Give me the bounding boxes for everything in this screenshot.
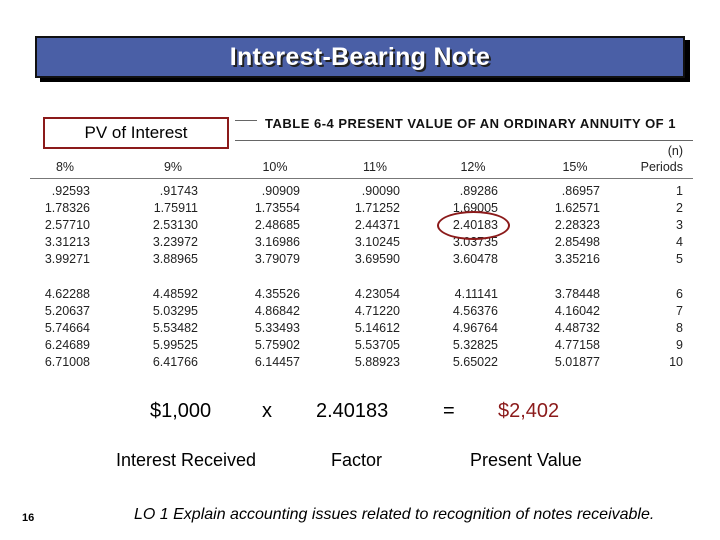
- table-cell: 2.28323: [554, 218, 600, 232]
- table-cell: 1.75911: [153, 201, 198, 215]
- column-header: Periods: [640, 160, 683, 174]
- table-cell: 4.23054: [354, 287, 400, 301]
- table-cell: 3.99271: [44, 252, 90, 266]
- column-header: 15%: [562, 160, 588, 174]
- table-cell: 5.03295: [152, 304, 198, 318]
- table-cell: 2.53130: [152, 218, 198, 232]
- table-cell: 3.79079: [254, 252, 300, 266]
- present-value-result: $2,402: [498, 400, 560, 422]
- table-cell: 4.11141: [454, 287, 498, 301]
- table-cell: .92593: [51, 184, 90, 198]
- table-cell: 3.60478: [452, 252, 498, 266]
- table-cell: 6.41766: [152, 355, 198, 369]
- table-cell: 1: [676, 184, 683, 198]
- slide-title-box: [35, 36, 685, 78]
- table-cell: .90090: [361, 184, 400, 198]
- table-cell: 5.74664: [44, 321, 90, 335]
- table-cell: 6.24689: [44, 338, 90, 352]
- table-cell: 5.20637: [44, 304, 90, 318]
- table-cell: 5.32825: [452, 338, 498, 352]
- table-cell: 4.56376: [452, 304, 498, 318]
- slide-number: 16: [22, 512, 35, 524]
- table-cell: 5.88923: [354, 355, 400, 369]
- table-cell: 1.78326: [44, 201, 90, 215]
- table-title-rule: [235, 140, 693, 141]
- table-cell: .91743: [159, 184, 198, 198]
- periods-n-label: (n): [667, 144, 683, 158]
- table-cell: .90909: [261, 184, 300, 198]
- table-cell: 6.14457: [254, 355, 300, 369]
- table-cell: 6.71008: [44, 355, 90, 369]
- column-header: 12%: [460, 160, 486, 174]
- factor-caption: Factor: [331, 450, 383, 470]
- column-header: 9%: [163, 160, 183, 174]
- table-cell: .86957: [561, 184, 600, 198]
- table-cell: 4.48732: [554, 321, 600, 335]
- table-cell: 2: [676, 201, 683, 215]
- table-cell: 3.35216: [554, 252, 600, 266]
- table-cell: 4.71220: [354, 304, 400, 318]
- table-cell: 3.16986: [254, 235, 300, 249]
- table-title-rule-left: [235, 120, 257, 121]
- pv-of-interest-label: PV of Interest: [43, 117, 229, 149]
- table-cell: 4.62288: [44, 287, 90, 301]
- table-cell: 5.33493: [254, 321, 300, 335]
- table-cell: 8: [676, 321, 683, 335]
- table-cell: 2.40183: [452, 218, 498, 232]
- table-cell: 5.99525: [152, 338, 198, 352]
- table-cell: 4: [676, 235, 683, 249]
- table-cell: 2.85498: [554, 235, 600, 249]
- table-title: TABLE 6-4 PRESENT VALUE OF AN ORDINARY ANNUITY OF 1: [265, 116, 676, 131]
- table-cell: 3.03735: [452, 235, 498, 249]
- table-cell: 5.75902: [254, 338, 300, 352]
- slide-title: Interest-Bearing Note: [229, 42, 491, 71]
- table-cell: 1.62571: [554, 201, 600, 215]
- table-cell: 4.96764: [452, 321, 498, 335]
- table-cell: 5.53705: [354, 338, 400, 352]
- table-cell: 10: [669, 355, 683, 369]
- table-cell: 6: [676, 287, 683, 301]
- table-cell: 5.65022: [452, 355, 498, 369]
- table-cell: 5: [676, 252, 683, 266]
- table-cell: 3.69590: [354, 252, 400, 266]
- table-cell: 5.01877: [554, 355, 600, 369]
- table-cell: 4.86842: [254, 304, 300, 318]
- table-cell: 1.71252: [354, 201, 400, 215]
- table-cell: 3.23972: [152, 235, 198, 249]
- table-cell: 1.69005: [452, 201, 498, 215]
- table-cell: 2.44371: [354, 218, 400, 232]
- table-cell: 3.10245: [354, 235, 400, 249]
- table-cell: 2.57710: [44, 218, 90, 232]
- table-cell: 5.14612: [354, 321, 400, 335]
- amount-caption: Interest Received: [116, 450, 257, 470]
- table-cell: 2.48685: [254, 218, 300, 232]
- table-cell: 3: [676, 218, 683, 232]
- table-cell: 4.48592: [152, 287, 198, 301]
- column-header: 8%: [55, 160, 75, 174]
- table-cell: 3.88965: [152, 252, 198, 266]
- factor-value: 2.40183: [316, 400, 389, 422]
- column-header: 11%: [362, 160, 388, 174]
- table-cell: .89286: [459, 184, 498, 198]
- learning-objective: LO 1 Explain accounting issues related to recognition of notes receivable.: [134, 506, 655, 523]
- table-cell: 9: [676, 338, 683, 352]
- highlight-circle: [437, 211, 510, 240]
- table-cell: 1.73554: [254, 201, 300, 215]
- table-cell: 3.78448: [554, 287, 600, 301]
- equals-sign: =: [443, 400, 455, 422]
- table-cell: 3.31213: [44, 235, 90, 249]
- table-cell: 4.16042: [554, 304, 600, 318]
- table-cell: 7: [676, 304, 683, 318]
- header-rule: [30, 178, 693, 179]
- multiply-sign: x: [262, 400, 272, 422]
- table-cell: 4.77158: [554, 338, 600, 352]
- column-header: 10%: [262, 160, 288, 174]
- result-caption: Present Value: [470, 450, 582, 470]
- table-cell: 4.35526: [254, 287, 300, 301]
- table-cell: 5.53482: [152, 321, 198, 335]
- amount-value: $1,000: [150, 400, 212, 422]
